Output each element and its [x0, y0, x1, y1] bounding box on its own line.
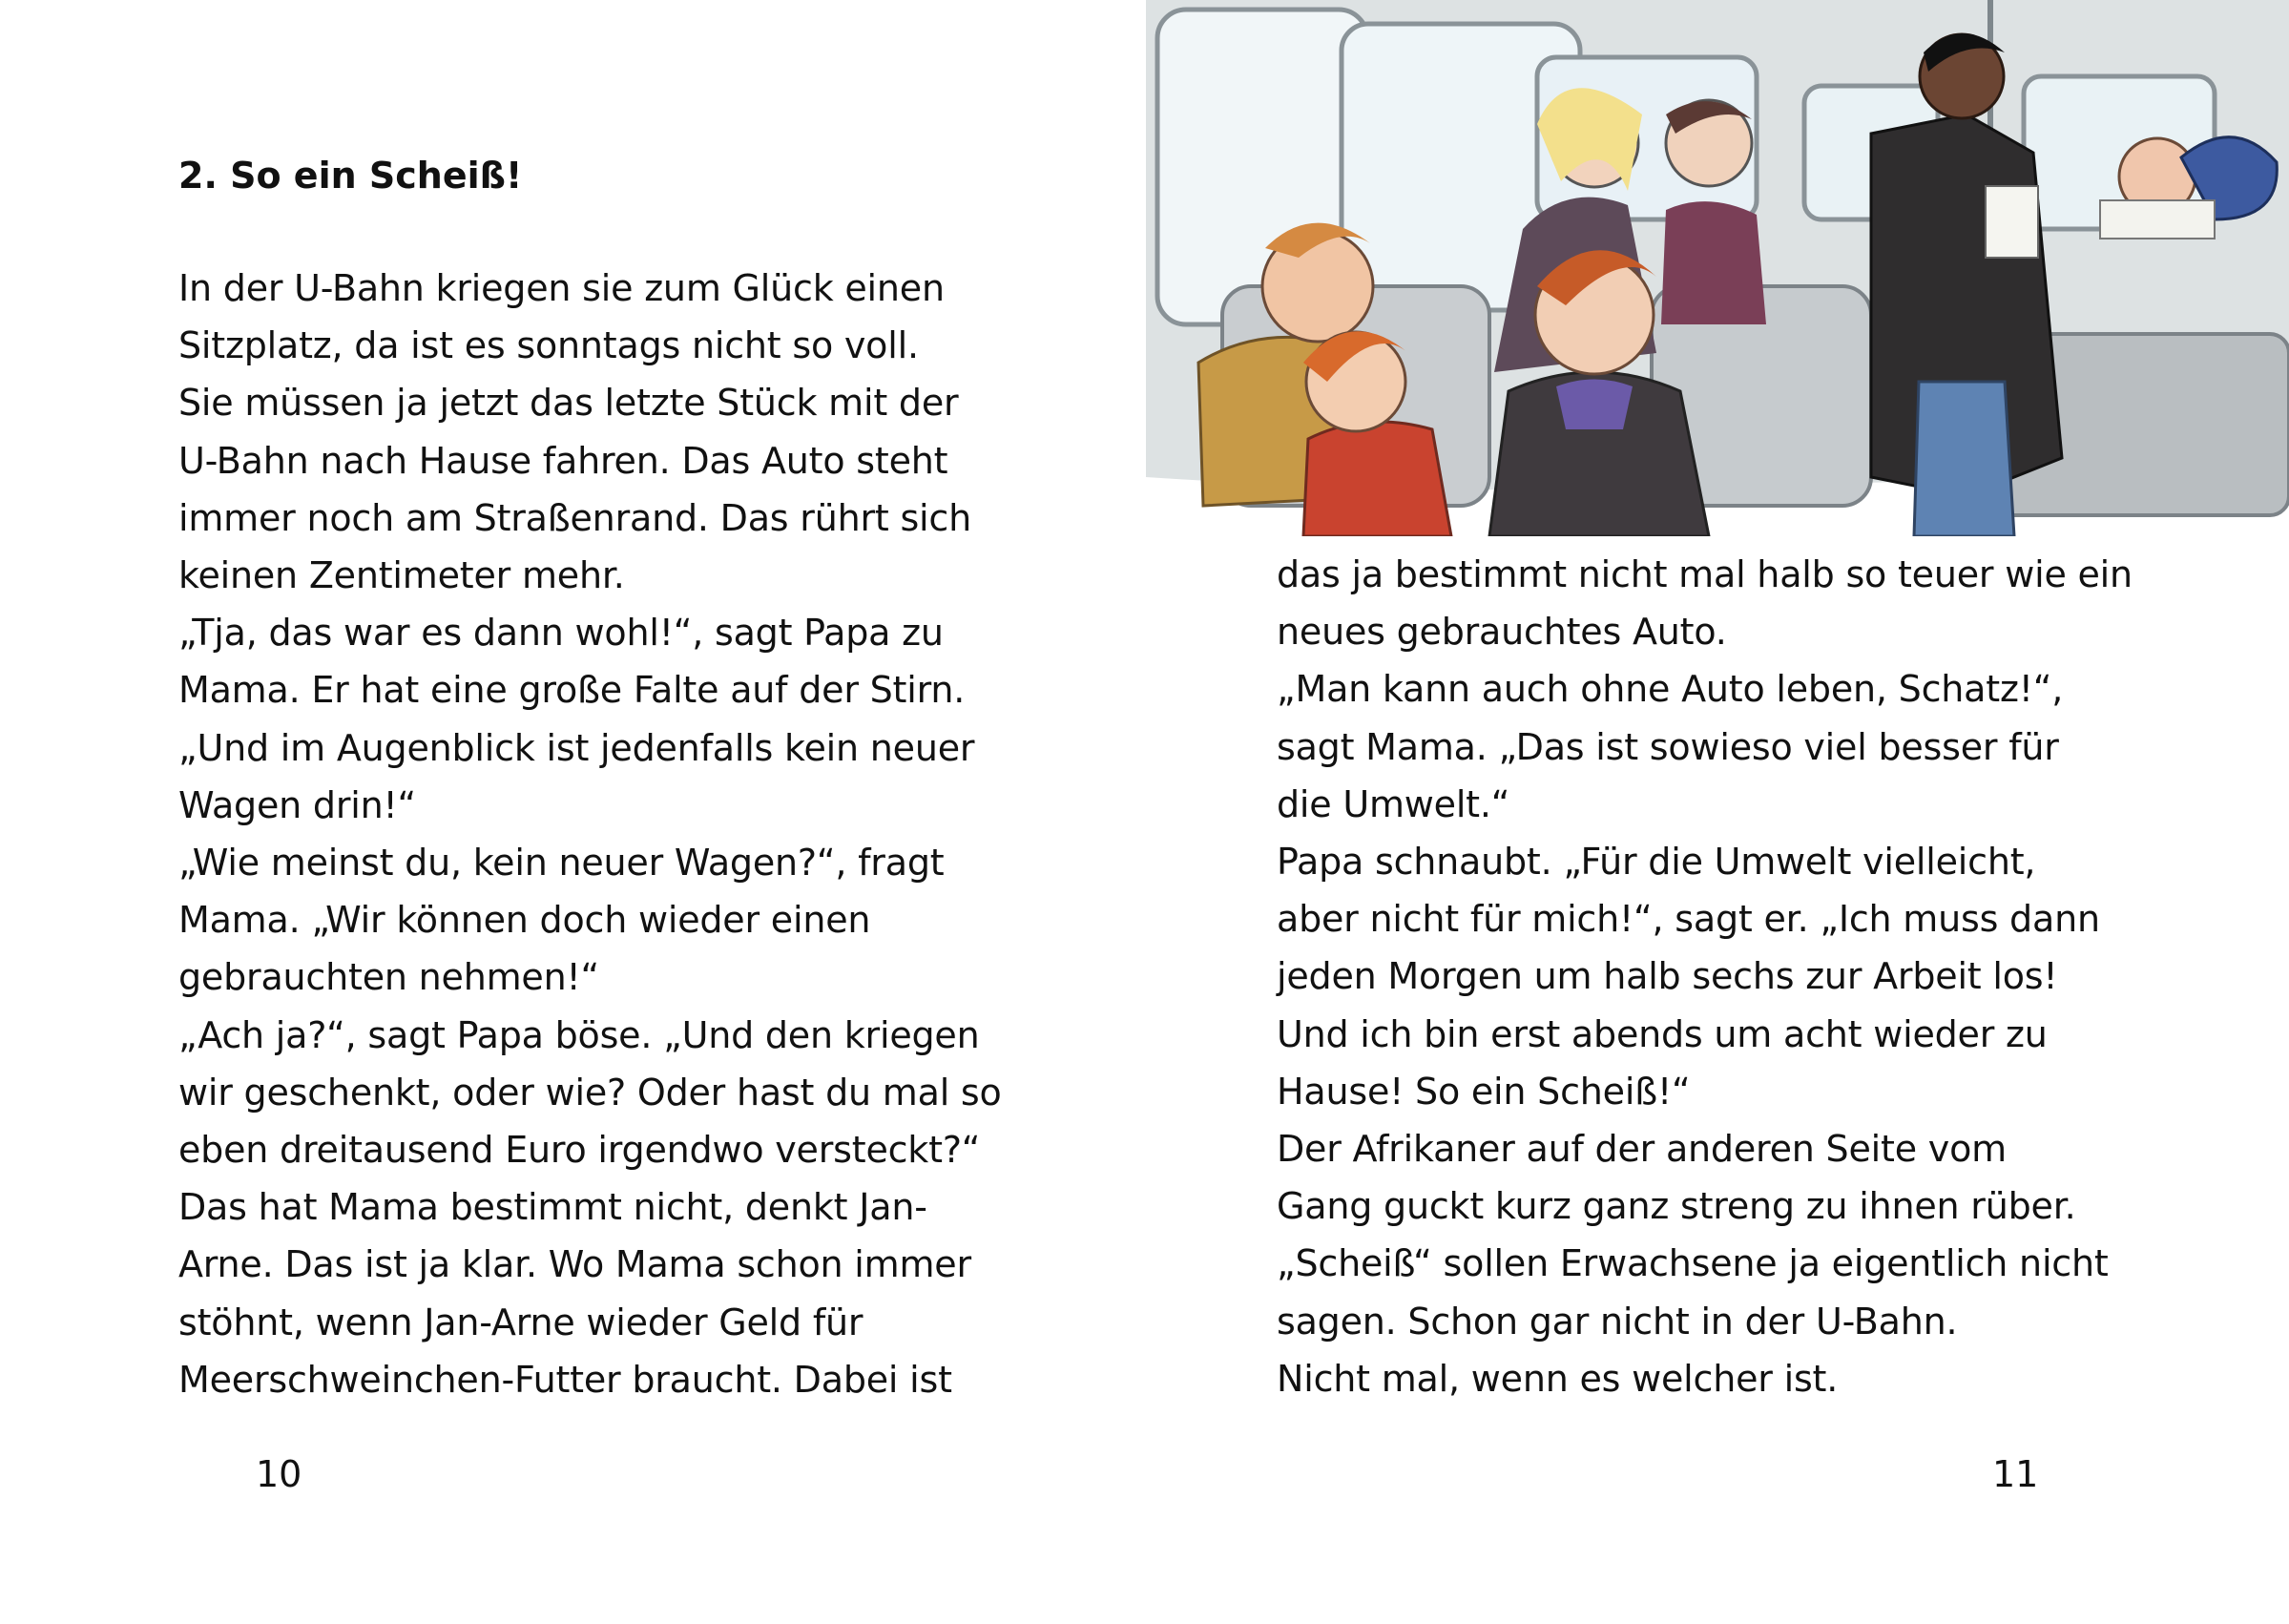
text-line: jeden Morgen um halb sechs zur Arbeit los!	[1277, 955, 2058, 998]
page-number-right: 11	[1992, 1453, 2039, 1495]
text-line: Nicht mal, wenn es welcher ist.	[1277, 1357, 1839, 1400]
text-line: Hause! So ein Scheiß!“	[1277, 1070, 1691, 1113]
left-page-text	[178, 260, 1037, 1408]
text-line: sagen. Schon gar nicht in der U-Bahn.	[1277, 1300, 1958, 1343]
text-line: aber nicht für mich!“, sagt er. „Ich muss dann	[1277, 898, 2100, 941]
left-page	[0, 0, 1144, 1624]
text-line: Sie müssen ja jetzt das letzte Stück mit der	[178, 382, 959, 425]
text-line: U-Bahn nach Hause fahren. Das Auto steht	[178, 439, 948, 482]
text-line: Arne. Das ist ja klar. Wo Mama schon immer	[178, 1243, 971, 1286]
text-line: „Ach ja?“, sagt Papa böse. „Und den kriegen	[178, 1013, 980, 1056]
right-page-text	[1277, 546, 2135, 1407]
text-line: Mama. Er hat eine große Falte auf der Stirn.	[178, 669, 966, 712]
text-line: wir geschenkt, oder wie? Oder hast du mal so	[178, 1071, 1002, 1114]
text-line: „Scheiß“ sollen Erwachsene ja eigentlich nicht	[1277, 1242, 2109, 1285]
right-page	[1144, 0, 2289, 1624]
text-line: sagt Mama. „Das ist sowieso viel besser für	[1277, 725, 2059, 768]
text-line: neues gebrauchtes Auto.	[1277, 611, 1727, 654]
text-line: stöhnt, wenn Jan-Arne wieder Geld für	[178, 1301, 864, 1343]
chapter-title: 2. So ein Scheiß!	[178, 155, 523, 197]
text-line: „Wie meinst du, kein neuer Wagen?“, fragt	[178, 842, 945, 885]
text-line: Das hat Mama bestimmt nicht, denkt Jan-	[178, 1186, 927, 1229]
text-line: keinen Zentimeter mehr.	[178, 554, 625, 597]
text-line: „Tja, das war es dann wohl!“, sagt Papa zu	[178, 612, 944, 655]
text-line: Sitzplatz, da ist es sonntags nicht so voll.	[178, 324, 919, 367]
text-line: immer noch am Straßenrand. Das rührt sich	[178, 496, 971, 539]
text-line: eben dreitausend Euro irgendwo versteckt?“	[178, 1129, 981, 1172]
text-line: Papa schnaubt. „Für die Umwelt vielleicht,	[1277, 841, 2036, 884]
text-line: „Und im Augenblick ist jedenfalls kein neuer	[178, 726, 975, 769]
text-line: Der Afrikaner auf der anderen Seite vom	[1277, 1128, 2007, 1171]
text-line: Wagen drin!“	[178, 783, 416, 826]
text-line: die Umwelt.“	[1277, 782, 1510, 825]
text-line: In der U-Bahn kriegen sie zum Glück einen	[178, 267, 945, 309]
text-line: gebrauchten nehmen!“	[178, 956, 599, 999]
text-line: Und ich bin erst abends um acht wieder zu	[1277, 1012, 2048, 1055]
text-line: das ja bestimmt nicht mal halb so teuer wie ein	[1277, 553, 2133, 595]
page-number-left: 10	[256, 1453, 302, 1495]
text-line: Mama. „Wir können doch wieder einen	[178, 899, 871, 942]
text-line: Meerschweinchen-Futter braucht. Dabei ist	[178, 1358, 952, 1401]
text-line: „Man kann auch ohne Auto leben, Schatz!“,	[1277, 668, 2064, 711]
text-line: Gang guckt kurz ganz streng zu ihnen rüber.	[1277, 1185, 2076, 1228]
